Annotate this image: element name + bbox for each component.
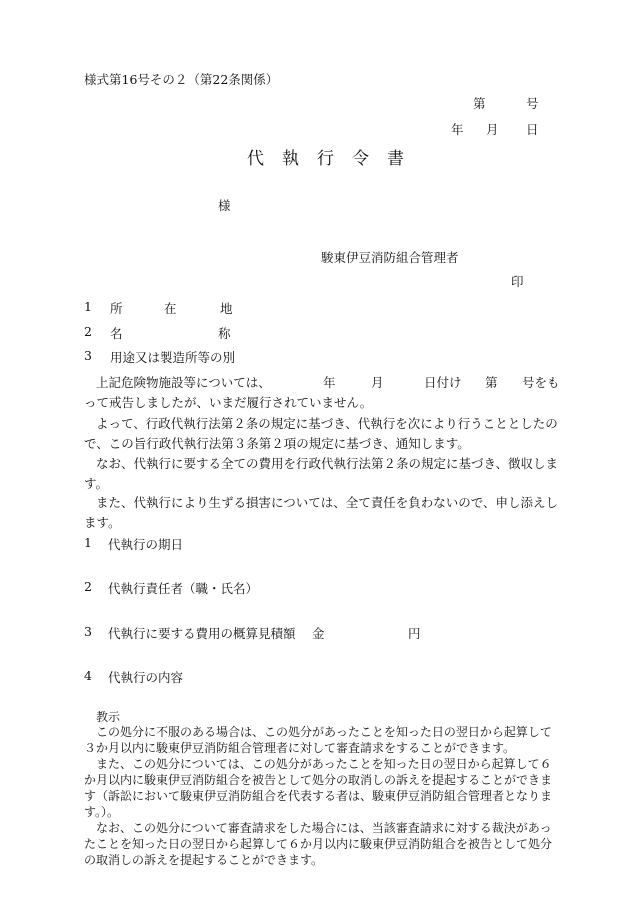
section-3-label: 代執行に要する費用の概算見積額	[108, 626, 296, 641]
section-3-kin: 金	[312, 626, 325, 641]
issuer-name: 駿東伊豆消防組合管理者	[321, 250, 459, 265]
item-1-label-c: 地	[220, 301, 233, 316]
body-p1-line1: 上記危険物施設等については、	[96, 375, 271, 390]
body-p2-text: よって、行政代執行法第２条の規定に基づき、代執行を次により行うこととしたので、この旨行政代執行法第３条第２項の規定に基づき、通知します。	[84, 416, 558, 451]
notice-paragraph-2: また、この処分については、この処分があったことを知った日の翌日から起算して６か月以内に駿東伊豆消防組合を被告として処分の取消しの訴えを提起することができます（訴訟において駿東伊豆消防組合を代表する者は、駿東伊豆消防組合管理者となります。）。	[84, 757, 553, 819]
form-id: 様式第16号その２（第22条関係）	[84, 72, 279, 87]
item-2-label-c: 称	[218, 326, 231, 341]
notice-body	[84, 724, 560, 868]
item-1-label-b: 在	[164, 301, 177, 316]
addressee-suffix: 様	[218, 198, 231, 213]
body-p1-no: 第	[485, 375, 498, 390]
item-2-number: 2	[84, 324, 92, 339]
body-paragraph-3	[84, 454, 564, 494]
section-2-label: 代執行責任者（職・氏名）	[108, 581, 259, 596]
item-3-label: 用途又は製造所等の別	[110, 350, 236, 365]
body-p1-line2: って戒告しましたが、いまだ履行されていません。	[84, 395, 373, 410]
body-p4-text: また、代執行により生ずる損害については、全て責任を負わないので、申し添えします。	[84, 495, 559, 530]
document-title: 代執行令書	[247, 149, 422, 169]
date-day: 日	[526, 122, 539, 137]
item-3-number: 3	[84, 348, 92, 363]
section-4-number: 4	[84, 668, 92, 683]
body-p1-day: 日付け	[424, 375, 462, 390]
body-p1-month: 月	[371, 375, 384, 390]
section-3-number: 3	[84, 624, 92, 639]
section-1-number: 1	[84, 535, 92, 550]
item-2-label-a: 名	[110, 326, 123, 341]
date-month: 月	[486, 122, 499, 137]
section-3-yen: 円	[408, 626, 421, 641]
item-1-number: 1	[84, 299, 92, 314]
doc-number-label: 第	[473, 96, 486, 111]
section-2-number: 2	[84, 579, 92, 594]
seal-mark: 印	[511, 274, 524, 289]
body-p1-year: 年	[323, 375, 336, 390]
section-4-label: 代執行の内容	[108, 670, 184, 685]
section-1-label: 代執行の期日	[108, 537, 184, 552]
notice-paragraph-1: この処分に不服のある場合は、この処分があったことを知った日の翌日から起算して３か月以内に駿東伊豆消防組合管理者に対して審査請求をすることができます。	[84, 725, 552, 755]
body-p1-go: 号をも	[522, 375, 560, 390]
body-paragraph-4	[84, 493, 564, 533]
notice-paragraph-3: なお、この処分について審査請求をした場合には、当該審査請求に対する裁決があったことを知った日の翌日から起算して６か月以内に駿東伊豆消防組合を被告として処分の取消しの訴えを提起することができます。	[84, 821, 553, 867]
item-1-label-a: 所	[110, 301, 123, 316]
doc-number-suffix: 号	[526, 96, 539, 111]
date-year: 年	[451, 122, 464, 137]
notice-heading: 教示	[96, 710, 121, 724]
body-p3-text: なお、代執行に要する全ての費用を行政代執行法第２条の規定に基づき、徴収します。	[84, 456, 559, 491]
body-paragraph-2	[84, 414, 564, 454]
